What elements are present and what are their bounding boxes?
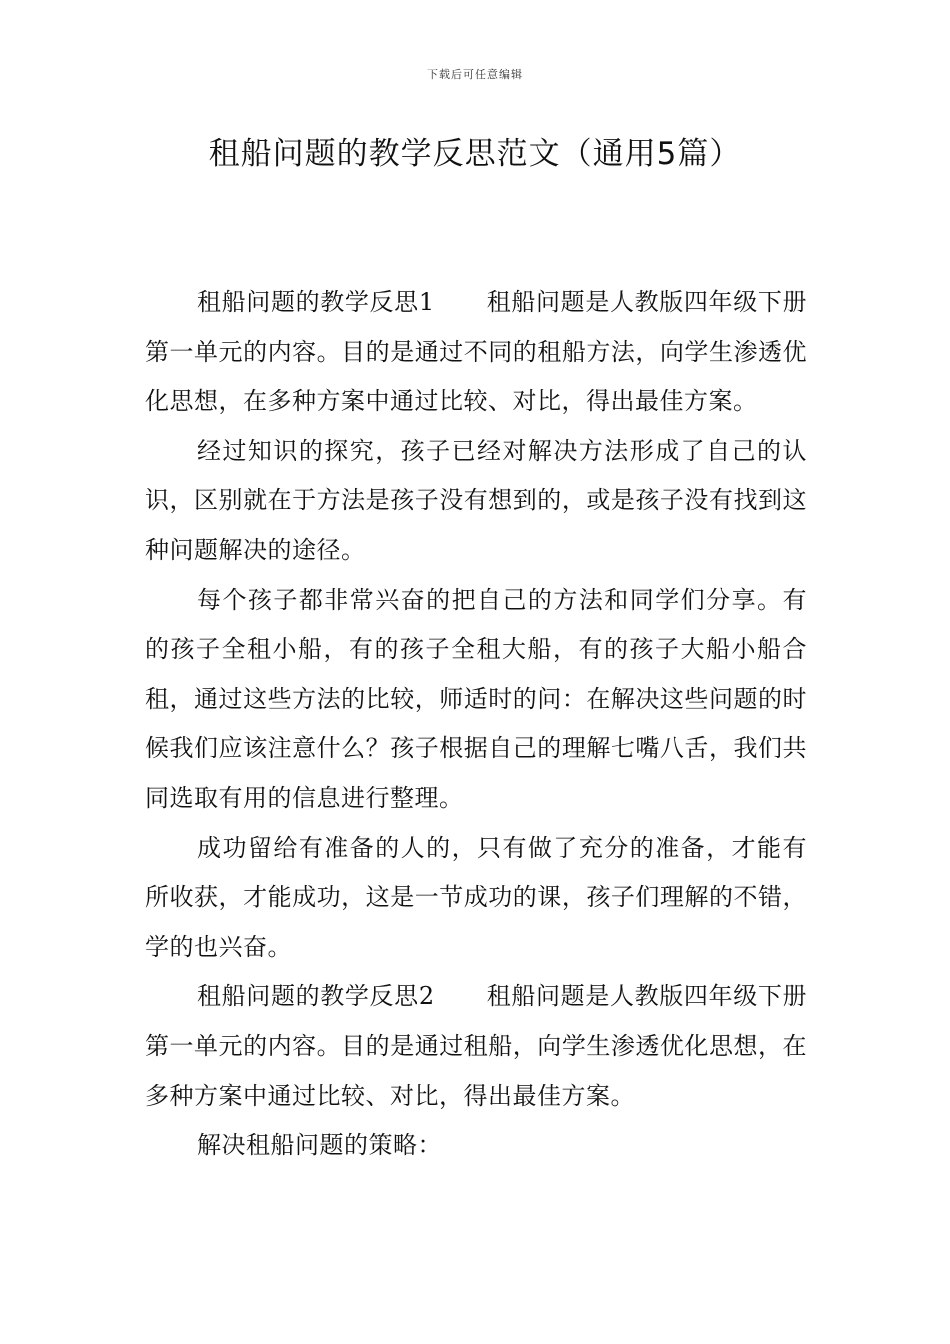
- section-heading-2: 租船问题的教学反思2: [197, 982, 435, 1011]
- section-heading-1: 租船问题的教学反思1: [197, 288, 435, 316]
- paragraph-text: 经过知识的探究，孩子已经对解决方法形成了自己的认识，区别就在于方法是孩子没有想到的，或是孩子没有找到这种问题解决的途径。: [145, 436, 807, 564]
- paragraph-5: [145, 972, 807, 1121]
- paragraph-text: 租船问题是人教版四年级下册第一单元的内容。目的是通过不同的租船方法，向学生渗透优化思想，在多种方案中通过比较、对比，得出最佳方案。: [145, 288, 807, 416]
- paragraph-text: 每个孩子都非常兴奋的把自己的方法和同学们分享。有的孩子全租小船，有的孩子全租大船，有的孩子大船小船合租，通过这些方法的比较，师适时的问：在解决这些问题的时候我们应该注意什么？孩子根据自己的理解七嘴八舌，我们共同选取有用的信息进行整理。: [145, 585, 807, 812]
- document-title: 租船问题的教学反思范文（通用5篇）: [208, 136, 742, 172]
- paragraph-text: 解决租船问题的策略：: [197, 1131, 442, 1160]
- paragraph-6: [145, 1121, 807, 1171]
- paragraph-text: 租船问题是人教版四年级下册第一单元的内容。目的是通过租船，向学生渗透优化思想，在多种方案中通过比较、对比，得出最佳方案。: [145, 982, 807, 1110]
- paragraph-3: [145, 576, 807, 824]
- header-note: 下载后可任意编辑: [427, 68, 523, 81]
- paragraph-1: [145, 278, 807, 427]
- paragraph-text: 成功留给有准备的人的，只有做了充分的准备，才能有所收获，才能成功，这是一节成功的课，孩子们理解的不错，学的也兴奋。: [145, 833, 807, 961]
- document-body: [145, 278, 807, 1171]
- paragraph-4: [145, 824, 807, 973]
- paragraph-2: [145, 427, 807, 576]
